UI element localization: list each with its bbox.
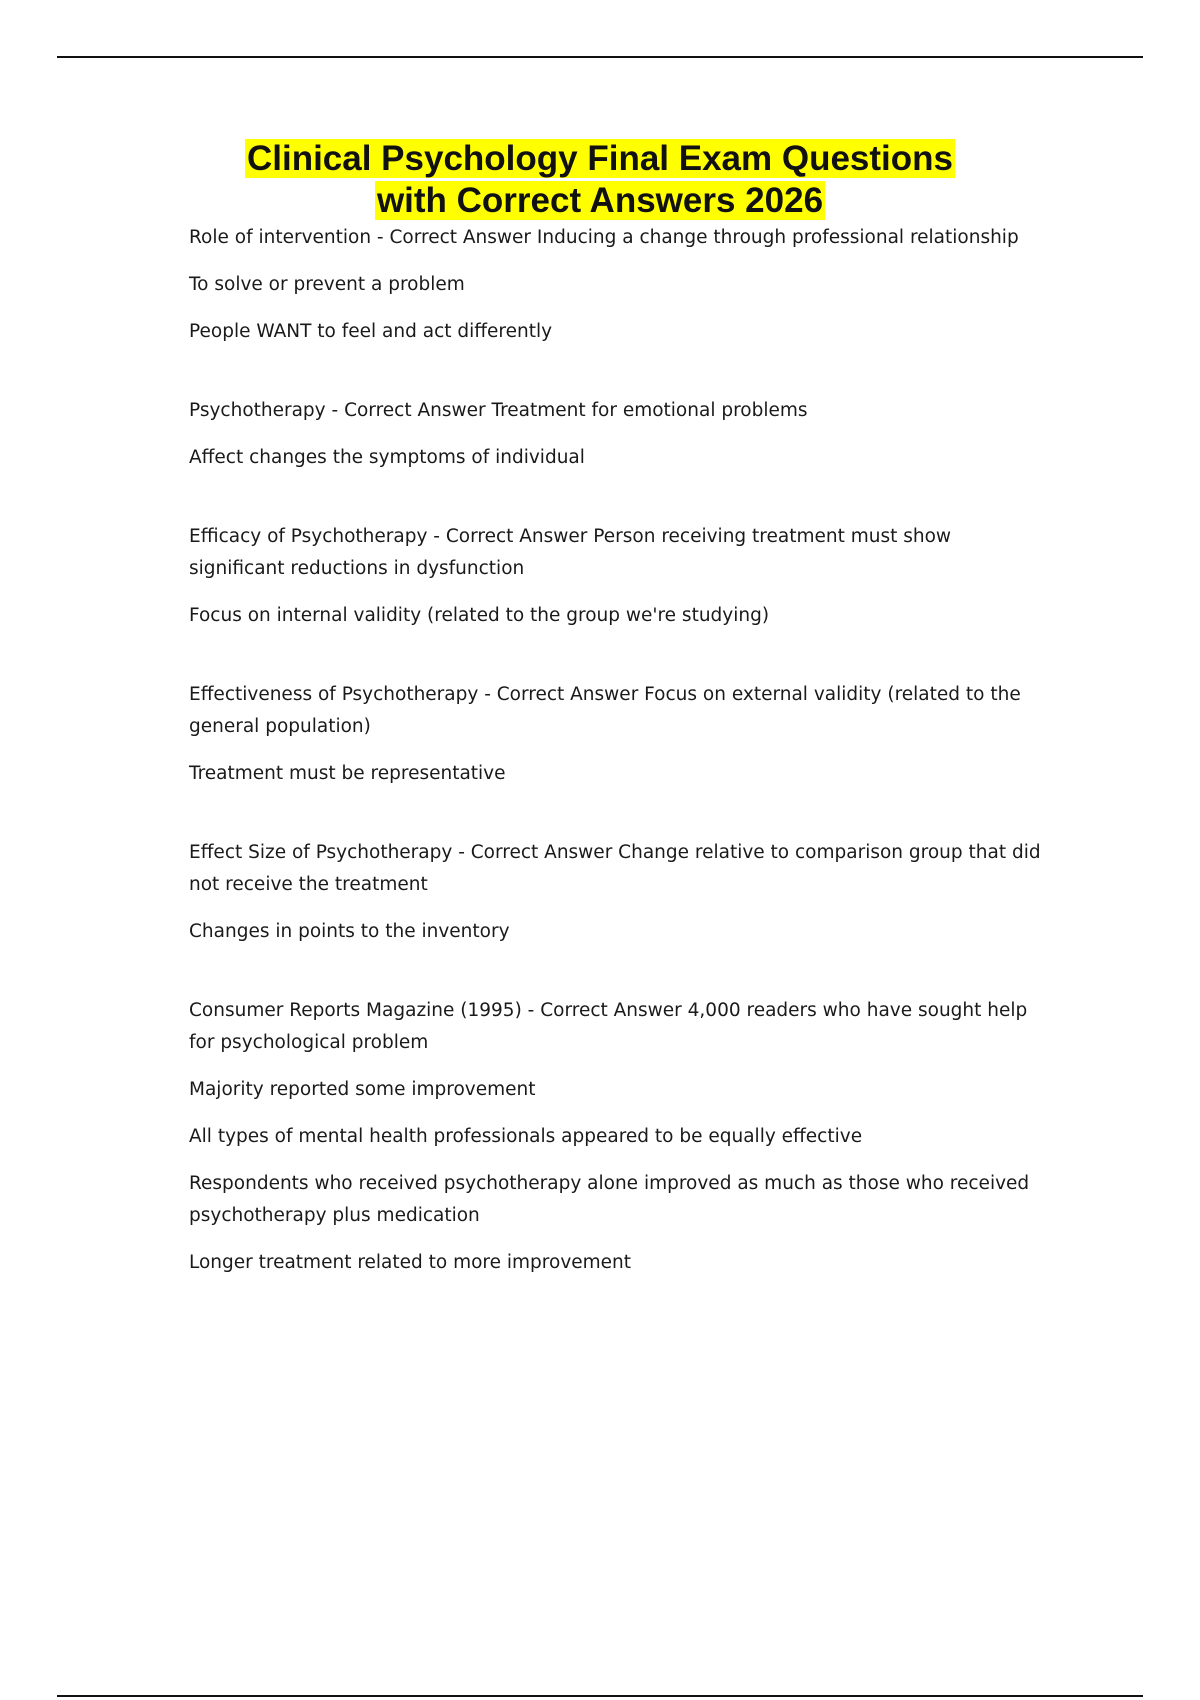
entry-text: Focus on internal validity (related to the group we're studying) (189, 605, 770, 626)
entry-text: Effect Size of Psychotherapy - Correct Answer Change relative to comparison group that did not receive the treatment (189, 842, 1041, 895)
entry-text: Majority reported some improvement (189, 1079, 536, 1100)
entry-text: People WANT to feel and act differently (189, 321, 553, 342)
qa-entry-efficacy (189, 521, 1049, 632)
title-line-2: with Correct Answers 2026 (376, 181, 824, 220)
entry-text: Psychotherapy - Correct Answer Treatment for emotional problems (189, 400, 808, 421)
bottom-rule (57, 1695, 1143, 1697)
entry-text: To solve or prevent a problem (189, 274, 465, 295)
entry-text: Efficacy of Psychotherapy - Correct Answer Person receiving treatment must show significant reductions in dysfunction (189, 526, 952, 579)
entry-text: Treatment must be representative (189, 763, 506, 784)
document-body (189, 222, 1049, 1326)
entry-text: Consumer Reports Magazine (1995) - Correct Answer 4,000 readers who have sought help for psychological problem (189, 1000, 1028, 1053)
qa-entry-role-of-intervention (189, 222, 1049, 348)
document-title (0, 138, 1200, 222)
entry-text: All types of mental health professionals appeared to be equally effective (189, 1126, 863, 1147)
entry-text: Role of intervention - Correct Answer Inducing a change through professional relationship (189, 227, 1019, 248)
top-rule (57, 56, 1143, 58)
entry-text: Affect changes the symptoms of individual (189, 447, 585, 468)
qa-entry-effect-size (189, 837, 1049, 948)
entry-text: Longer treatment related to more improvement (189, 1252, 632, 1273)
qa-entry-consumer-reports (189, 995, 1049, 1279)
qa-entry-effectiveness (189, 679, 1049, 790)
entry-text: Respondents who received psychotherapy alone improved as much as those who received psychotherapy plus medication (189, 1173, 1030, 1226)
qa-entry-psychotherapy (189, 395, 1049, 474)
title-line-1: Clinical Psychology Final Exam Questions (246, 139, 954, 178)
entry-text: Changes in points to the inventory (189, 921, 510, 942)
entry-text: Effectiveness of Psychotherapy - Correct Answer Focus on external validity (related to the general population) (189, 684, 1021, 737)
